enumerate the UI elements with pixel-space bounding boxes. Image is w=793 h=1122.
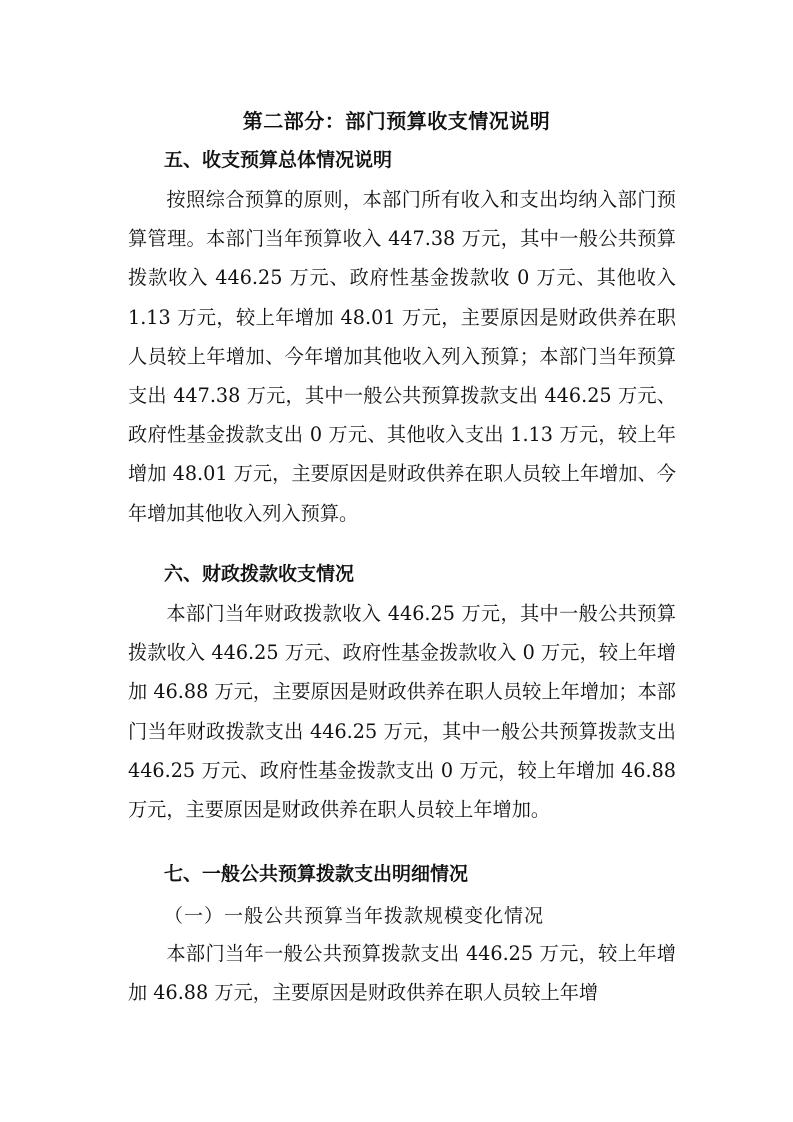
section-heading-general-budget-details: 七、一般公共预算拨款支出明细情况	[164, 863, 469, 885]
page-title: 第二部分：部门预算收支情况说明	[242, 109, 551, 133]
paragraph-fiscal-appropriation: 本部门当年财政拨款收入 446.25 万元，其中一般公共预算拨款收入 446.25 万元、政府性基金拨款收入 0 万元，较上年增加 46.88 万元，主要原因是财政供养在职人员较上年增加；本部门当年财政拨款支出 446.25 万元，其中一般公共预算拨款支出 446.25 万元、政府性基金拨款支出 0 万元，较上年增加 46.88 万元，主要原因是财政供养在职人员较上年增加。	[128, 602, 676, 822]
paragraph-budget-overview: 按照综合预算的原则，本部门所有收入和支出均纳入部门预算管理。本部门当年预算收入 447.38 万元，其中一般公共预算拨款收入 446.25 万元、政府性基金拨款收 0 万元、其他收入 1.13 万元，较上年增加 48.01 万元，主要原因是财政供养在职人员较上年增加、今年增加其他收入列入预算；本部门当年预算支出 447.38 万元，其中一般公共预算拨款支出 446.25 万元、政府性基金拨款支出 0 万元、其他收入支出 1.13 万元，较上年增加 48.01 万元，主要原因是财政供养在职人员较上年增加、今年增加其他收入列入预算。	[128, 188, 676, 525]
paragraph-scale-change: 本部门当年一般公共预算拨款支出 446.25 万元，较上年增加 46.88 万元，主要原因是财政供养在职人员较上年增	[128, 942, 676, 1005]
subsection-heading-scale-change: （一）一般公共预算当年拨款规模变化情况	[164, 905, 545, 927]
section-heading-budget-overview: 五、收支预算总体情况说明	[164, 149, 393, 171]
section-heading-fiscal-appropriation: 六、财政拨款收支情况	[164, 563, 355, 585]
